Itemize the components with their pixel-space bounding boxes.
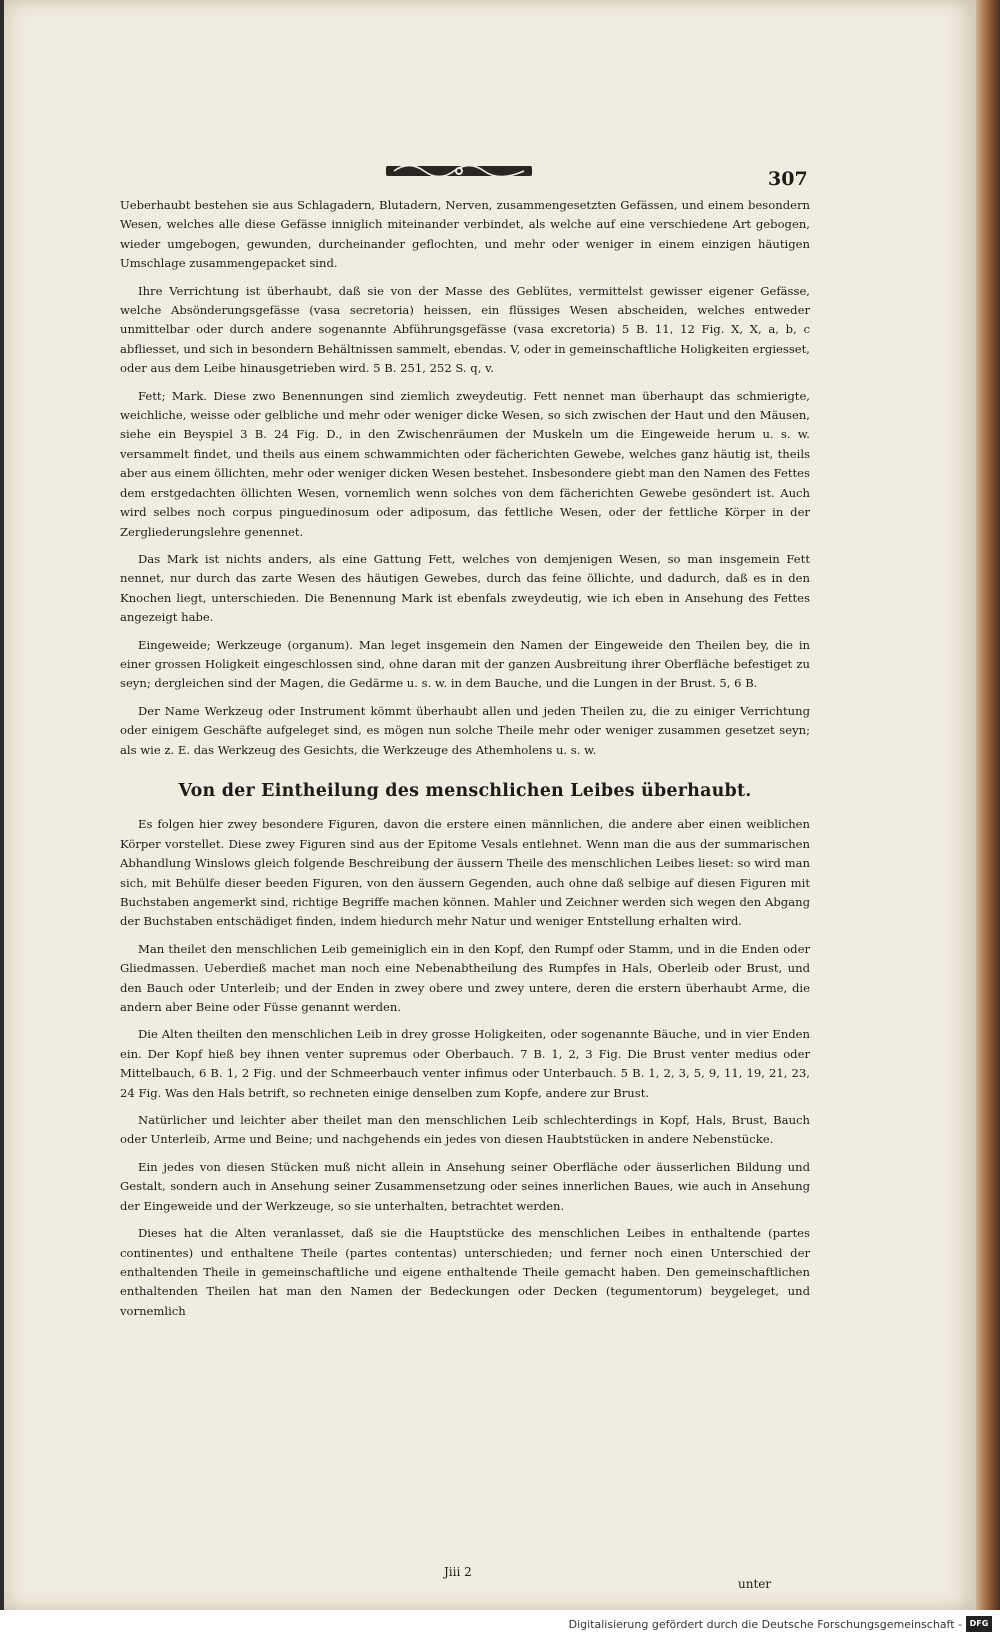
section-heading: Von der Eintheilung des menschlichen Leibes überhaubt. xyxy=(178,780,752,801)
paragraph: Es folgen hier zwey besondere Figuren, davon die erstere einen männlichen, die andere aber einen weiblichen Körper vorstellet. Diese zwey Figuren sind aus der Epitome Vesals entlehnet. Wenn man die aus der summarischen Abhandlung Winslows gleich folgende Beschreibung der äussern Theile des menschlichen Leibes lieset: so wird man sich, mit Behülfe dieser beeden Figuren, von den äussern Gegenden, auch ohne daß selbige auf diesen Figuren mit Buchstaben angemerkt sind, richtige Begriffe machen können. Mahler und Zeichner werden sich wegen den Abgang der Buchstaben entschädiget finden, indem hiedurch mehr Natur und weniger Entstellung erhalten wird. xyxy=(120,817,810,929)
paragraph: Der Name Werkzeug oder Instrument kömmt überhaubt allen und jeden Theilen zu, die zu einiger Verrichtung oder einigem Geschäfte aufgeleget sind, es mögen nun solche Theile mehr oder weniger zusammen gesetzet seyn; als wie z. E. das Werkzeug des Gesichts, die Werkzeuge des Athemholens u. s. w. xyxy=(120,703,810,757)
paragraph: Ueberhaubt bestehen sie aus Schlagadern, Blutadern, Nerven, zusammengesetzten Gefässen, und einem besondern Wesen, welches alle diese Gefässe inniglich miteinander verbindet, als welche auf eine verschiedene Art gebogen, wieder umgebogen, gewunden, durcheinander geflochten, und mehr oder weniger in einem einzigen häutigen Umschlage zusammengepacket sind. xyxy=(120,198,810,271)
paragraph: Ihre Verrichtung ist überhaubt, daß sie von der Masse des Geblütes, vermittelst gewisser eigener Gefässe, welche Absönderungsgefässe (vasa secretoria) heissen, ein flüssiges Wesen abscheiden, welches entweder unmittelbar oder durch andere sogenannte Abführungsgefässe (vasa excretoria) 5 B. 11, 12 Fig. X, X, a, b, c abfliesset, und sich in besondern Behältnissen sammelt, ebendas. V, oder in gemeinschaftliche Holigkeiten ergiesset, oder aus dem Leibe hinausgetrieben wird. 5 B. 251, 252 S. q, v. xyxy=(120,283,810,376)
body-text xyxy=(120,196,810,1329)
book-page xyxy=(4,0,976,1610)
paragraph: Das Mark ist nichts anders, als eine Gattung Fett, welches von demjenigen Wesen, so man insgemein Fett nennet, nur durch das zarte Wesen des häutigen Gewebes, durch das feine öllichte, und dadurch, daß es in den Knochen liegt, unterschieden. Die Benennung Mark ist ebenfals zweydeutig, wie ich eben in Ansehung des Fettes angezeigt habe. xyxy=(120,551,810,625)
catchword: unter xyxy=(738,1577,772,1591)
paragraph: Die Alten theilten den menschlichen Leib in drey grosse Holigkeiten, oder sogenannte Bäuche, und in vier Enden ein. Der Kopf hieß bey ihnen venter supremus oder Oberbauch. 7 B. 1, 2, 3 Fig. Die Brust venter medius oder Mittelbauch, 6 B. 1, 2 Fig. und der Schmeerbauch venter infimus oder Unterbauch. 5 B. 1, 2, 3, 5, 9, 11, 19, 21, 23, 24 Fig. Was den Hals betrift, so rechneten einige denselben zum Kopfe, andere zur Brust. xyxy=(120,1027,810,1100)
footer-bar xyxy=(0,1610,1000,1645)
book-edge xyxy=(976,0,1000,1610)
footer-credit: Digitalisierung gefördert durch die Deutsche Forschungsgemeinschaft - xyxy=(568,1618,962,1631)
paragraph: Man theilet den menschlichen Leib gemeiniglich ein in den Kopf, den Rumpf oder Stamm, und in die Enden oder Gliedmassen. Ueberdieß machet man noch eine Nebenabtheilung des Rumpfes in Hals, Oberleib oder Brust, und den Bauch oder Unterleib; und der Enden in zwey obere und zwey untere, deren die erstern überhaubt Arme, die andern aber Beine oder Füsse genannt werden. xyxy=(120,941,810,1015)
paragraph: Dieses hat die Alten veranlasset, daß sie die Hauptstücke des menschlichen Leibes in enthaltende (partes continentes) und enthaltene Theile (partes contentas) unterschieden; und ferner noch einen Unterschied der enthaltenden Theile in gemeinschaftliche und eigene enthaltende Theile gemacht haben. Den gemeinschaftlichen enthaltenden Theilen hat man den Namen der Bedeckungen oder Decken (tegumentorum) beygeleget, und vornemlich xyxy=(120,1226,810,1318)
paragraph: Ein jedes von diesen Stücken muß nicht allein in Ansehung seiner Oberfläche oder äusserlichen Bildung und Gestalt, sondern auch in Ansehung seiner Zusammensetzung oder seines innerlichen Baues, wie auch in Ansehung der Eingeweide und der Werkzeuge, so sie unterhalten, betrachtet werden. xyxy=(120,1159,810,1213)
dfg-logo-icon: DFG xyxy=(966,1616,992,1632)
printers-ornament xyxy=(384,158,534,184)
signature-mark: Jiii 2 xyxy=(444,1565,472,1579)
paragraph: Fett; Mark. Diese zwo Benennungen sind ziemlich zweydeutig. Fett nennet man überhaupt das schmierigte, weichliche, weisse oder gelbliche und mehr oder weniger dicke Wesen, so sich zwischen der Haut und den Mäusen, siehe ein Beyspiel 3 B. 24 Fig. D., in den Zwischenräumen der Muskeln um die Eingeweide herum u. s. w. versammelt findet, und theils aus einem schwammichten oder fächerichten Gewebe, welches ganz häutig ist, theils aber aus einem öllichten, mehr oder weniger dicken Wesen bestehet. Insbesondere giebt man den Namen des Fettes dem erstgedachten öllichten Wesen, vornemlich wenn solches von dem fächerichten Gewebe gesöndert ist. Auch wird selbes noch corpus pinguedinosum oder adiposum, das fettliche Wesen, oder der fettliche Körper in der Zergliederungslehre genennet. xyxy=(120,388,810,539)
page-number: 307 xyxy=(768,168,808,190)
paragraph: Natürlicher und leichter aber theilet man den menschlichen Leib schlechterdings in Kopf, Hals, Brust, Bauch oder Unterleib, Arme und Beine; und nachgehends ein jedes von diesen Haubtstücken in andere Nebenstücke. xyxy=(120,1113,810,1147)
paragraph: Eingeweide; Werkzeuge (organum). Man leget insgemein den Namen der Eingeweide den Theilen bey, die in einer grossen Holigkeit eingeschlossen sind, ohne daran mit der ganzen Ausbreitung ihrer Oberfläche befestiget zu seyn; dergleichen sind der Magen, die Gedärme u. s. w. in dem Bauche, und die Lungen in der Brust. 5, 6 B. xyxy=(120,637,810,691)
